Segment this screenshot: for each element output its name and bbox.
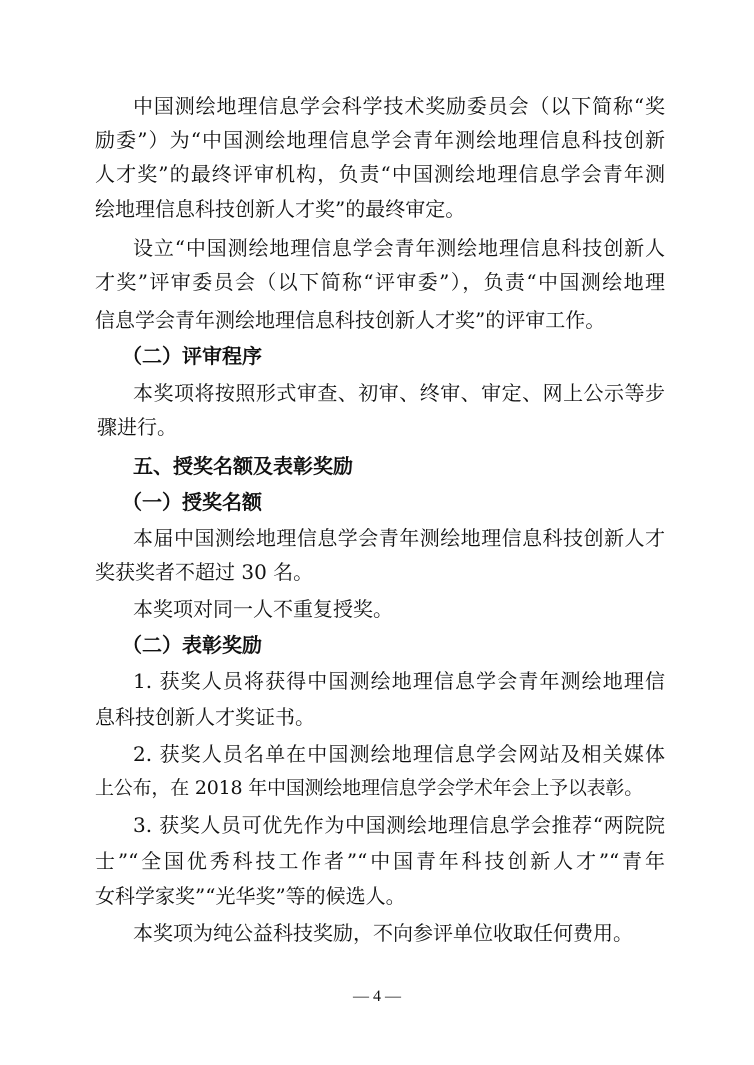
- heading-review-procedure: （二）评审程序: [122, 344, 262, 368]
- list-item-line: 息科技创新人才奖证书。: [95, 705, 315, 729]
- paragraph-line: 才奖”评审委员会（以下简称“评审委”），负责“中国测绘地理: [95, 270, 665, 294]
- paragraph-line: 中国测绘地理信息学会科学技术奖励委员会（以下简称“奖: [133, 94, 665, 118]
- list-item-line: 上公布，在 2018 年中国测绘地理信息学会学术年会上予以表彰。: [95, 777, 644, 799]
- paragraph-line: 奖获奖者不超过 30 名。: [95, 560, 314, 584]
- paragraph-line: 骤进行。: [97, 415, 177, 439]
- paragraph-line: 设立“中国测绘地理信息学会青年测绘地理信息科技创新人: [133, 236, 665, 260]
- paragraph-line: 人才奖”的最终评审机构，负责“中国测绘地理信息学会青年测: [95, 162, 665, 186]
- list-item-line: 女科学家奖”“光华奖”等的候选人。: [95, 884, 406, 908]
- heading-commendation: （二）表彰奖励: [122, 633, 262, 657]
- list-item-line: 3. 获奖人员可优先作为中国测绘地理信息学会推荐“两院院: [133, 813, 665, 837]
- paragraph-line: 本奖项将按照形式审查、初审、终审、审定、网上公示等步: [133, 381, 665, 405]
- paragraph-line: 本奖项为纯公益科技奖励，不向参评单位收取任何费用。: [133, 921, 633, 945]
- list-item-line: 1. 获奖人员将获得中国测绘地理信息学会青年测绘地理信: [133, 669, 665, 693]
- list-item-line: 士”“全国优秀科技工作者”“中国青年科技创新人才”“青年: [95, 849, 665, 873]
- list-item-line: 2. 获奖人员名单在中国测绘地理信息学会网站及相关媒体: [133, 742, 665, 766]
- heading-award-quota: （一）授奖名额: [122, 490, 262, 514]
- paragraph-line: 绘地理信息科技创新人才奖”的最终审定。: [95, 197, 466, 221]
- paragraph-line: 本奖项对同一人不重复授奖。: [133, 597, 393, 621]
- paragraph-line: 信息学会青年测绘地理信息科技创新人才奖”的评审工作。: [95, 308, 606, 332]
- paragraph-line: 励委”）为“中国测绘地理信息学会青年测绘地理信息科技创新: [95, 128, 665, 152]
- heading-section-5: 五、授奖名额及表彰奖励: [133, 454, 353, 478]
- paragraph-line: 本届中国测绘地理信息学会青年测绘地理信息科技创新人才: [133, 526, 665, 550]
- page-number: — 4 —: [353, 988, 401, 1005]
